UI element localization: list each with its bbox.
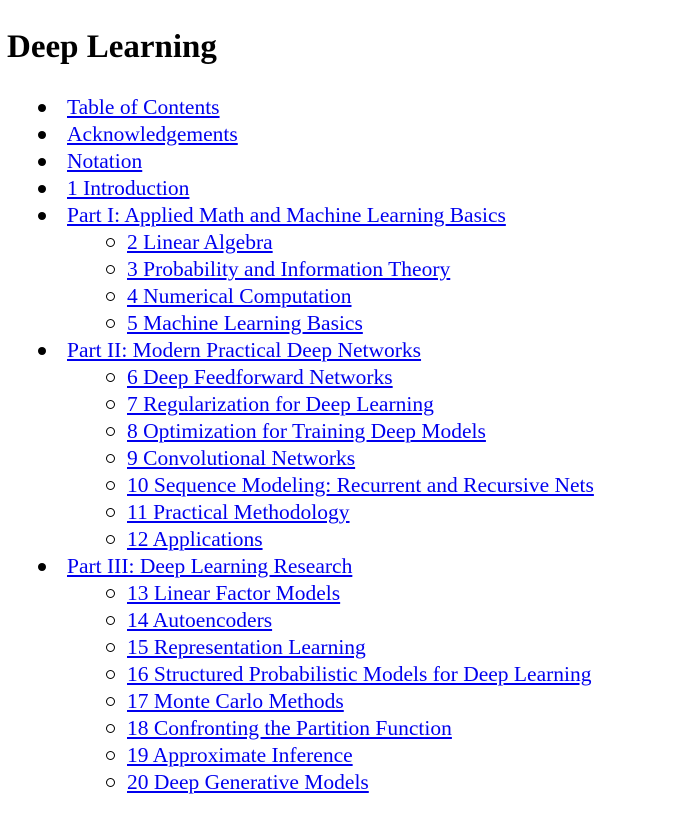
table-of-contents xyxy=(7,94,681,796)
toc-subitem xyxy=(67,526,681,553)
bullet-circle-icon xyxy=(106,643,115,652)
toc-subitem xyxy=(67,472,681,499)
bullet-disc-icon xyxy=(38,104,46,112)
toc-link[interactable]: Notation xyxy=(67,149,143,173)
toc-subitem xyxy=(67,715,681,742)
bullet-circle-icon xyxy=(106,292,115,301)
toc-chapter-link[interactable]: 13 Linear Factor Models xyxy=(127,581,341,605)
toc-subitem xyxy=(67,256,681,283)
toc-chapter-link[interactable]: 14 Autoencoders xyxy=(127,608,273,632)
toc-link[interactable]: Acknowledgements xyxy=(67,122,238,146)
toc-link[interactable]: 1 Introduction xyxy=(67,176,190,200)
toc-chapter-link[interactable]: 11 Practical Methodology xyxy=(127,500,350,524)
toc-subitem xyxy=(67,769,681,796)
bullet-circle-icon xyxy=(106,427,115,436)
toc-chapter-link[interactable]: 2 Linear Algebra xyxy=(127,230,273,254)
toc-chapter-link[interactable]: 7 Regularization for Deep Learning xyxy=(127,392,434,416)
bullet-circle-icon xyxy=(106,778,115,787)
toc-item xyxy=(7,553,681,796)
toc-sublist xyxy=(67,229,681,337)
bullet-circle-icon xyxy=(106,670,115,679)
toc-subitem xyxy=(67,445,681,472)
toc-link[interactable]: Part II: Modern Practical Deep Networks xyxy=(67,338,422,362)
bullet-circle-icon xyxy=(106,454,115,463)
toc-subitem xyxy=(67,418,681,445)
bullet-circle-icon xyxy=(106,238,115,247)
bullet-circle-icon xyxy=(106,400,115,409)
toc-chapter-link[interactable]: 16 Structured Probabilistic Models for Deep Learning xyxy=(127,662,592,686)
bullet-circle-icon xyxy=(106,724,115,733)
toc-chapter-link[interactable]: 20 Deep Generative Models xyxy=(127,770,369,794)
toc-link[interactable]: Table of Contents xyxy=(67,95,220,119)
toc-subitem xyxy=(67,634,681,661)
toc-chapter-link[interactable]: 5 Machine Learning Basics xyxy=(127,311,363,335)
toc-subitem xyxy=(67,283,681,310)
bullet-circle-icon xyxy=(106,373,115,382)
bullet-circle-icon xyxy=(106,265,115,274)
page-title: Deep Learning xyxy=(7,29,217,65)
toc-chapter-link[interactable]: 17 Monte Carlo Methods xyxy=(127,689,344,713)
toc-chapter-link[interactable]: 10 Sequence Modeling: Recurrent and Recursive Nets xyxy=(127,473,594,497)
toc-item xyxy=(7,175,681,202)
toc-subitem xyxy=(67,580,681,607)
toc-link[interactable]: Part III: Deep Learning Research xyxy=(67,554,353,578)
toc-item xyxy=(7,121,681,148)
toc-item xyxy=(7,94,681,121)
toc-chapter-link[interactable]: 6 Deep Feedforward Networks xyxy=(127,365,393,389)
toc-chapter-link[interactable]: 9 Convolutional Networks xyxy=(127,446,356,470)
toc-sublist xyxy=(67,580,681,796)
bullet-circle-icon xyxy=(106,697,115,706)
bullet-circle-icon xyxy=(106,508,115,517)
toc-item xyxy=(7,148,681,175)
toc-subitem xyxy=(67,688,681,715)
bullet-circle-icon xyxy=(106,616,115,625)
toc-subitem xyxy=(67,499,681,526)
toc-chapter-link[interactable]: 12 Applications xyxy=(127,527,263,551)
toc-item xyxy=(7,202,681,337)
bullet-disc-icon xyxy=(38,185,46,193)
toc-subitem xyxy=(67,391,681,418)
toc-chapter-link[interactable]: 19 Approximate Inference xyxy=(127,743,353,767)
bullet-disc-icon xyxy=(38,131,46,139)
toc-subitem xyxy=(67,607,681,634)
toc-subitem xyxy=(67,310,681,337)
toc-chapter-link[interactable]: 18 Confronting the Partition Function xyxy=(127,716,452,740)
bullet-circle-icon xyxy=(106,319,115,328)
toc-subitem xyxy=(67,742,681,769)
toc-item xyxy=(7,337,681,553)
bullet-disc-icon xyxy=(38,347,46,355)
bullet-disc-icon xyxy=(38,563,46,571)
toc-chapter-link[interactable]: 8 Optimization for Training Deep Models xyxy=(127,419,486,443)
toc-link[interactable]: Part I: Applied Math and Machine Learning Basics xyxy=(67,203,506,227)
toc-subitem xyxy=(67,229,681,256)
bullet-circle-icon xyxy=(106,589,115,598)
toc-chapter-link[interactable]: 4 Numerical Computation xyxy=(127,284,352,308)
bullet-circle-icon xyxy=(106,481,115,490)
toc-subitem xyxy=(67,364,681,391)
toc-subitem xyxy=(67,661,681,688)
bullet-circle-icon xyxy=(106,751,115,760)
toc-chapter-link[interactable]: 15 Representation Learning xyxy=(127,635,366,659)
bullet-circle-icon xyxy=(106,535,115,544)
toc-chapter-link[interactable]: 3 Probability and Information Theory xyxy=(127,257,451,281)
bullet-disc-icon xyxy=(38,158,46,166)
toc-sublist xyxy=(67,364,681,553)
bullet-disc-icon xyxy=(38,212,46,220)
